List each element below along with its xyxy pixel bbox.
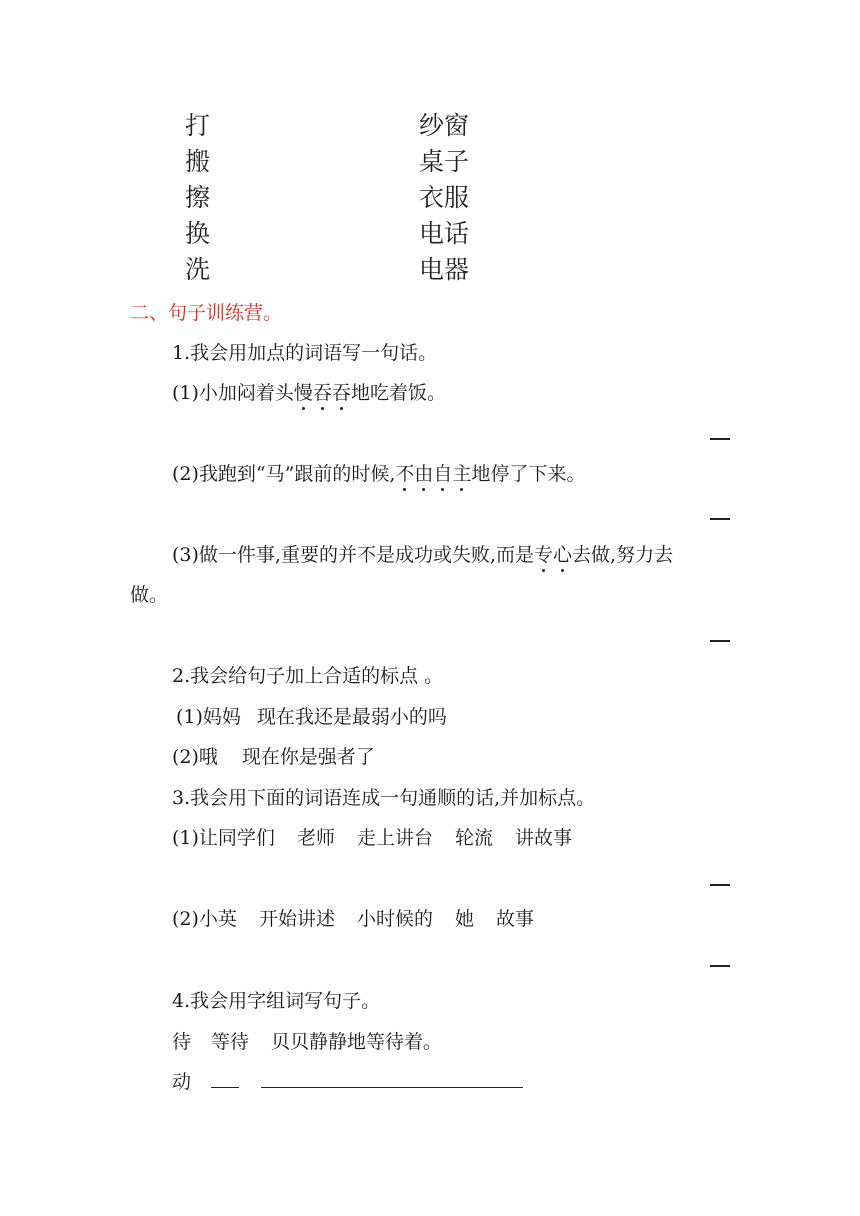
- q2-s1-b: 现在我还是最弱小的吗: [256, 706, 447, 728]
- q1-s1-post: 地吃着饭。: [350, 382, 446, 404]
- q2-title: 2.我会给句子加上合适的标点 。: [172, 665, 444, 687]
- emphasis-char: 心: [553, 540, 572, 567]
- emphasis-char: 主: [452, 459, 471, 486]
- emphasis-char: 由: [414, 459, 433, 486]
- word: 老师: [296, 827, 335, 849]
- q2-sentence-1: [176, 702, 447, 729]
- q1-s3-pre: (3)做一件事,重要的并不是成功或失败,而是: [172, 544, 534, 566]
- q3-sentence-1: [172, 823, 572, 850]
- answer-line[interactable]: [710, 884, 730, 886]
- emphasis-char: 自: [433, 459, 452, 486]
- match-left-1: 搬: [185, 147, 211, 176]
- answer-line[interactable]: [710, 640, 730, 642]
- match-left-4: 洗: [185, 255, 211, 284]
- emphasis-char: 吞: [332, 378, 351, 405]
- word-blank[interactable]: [211, 1067, 239, 1088]
- word: 小英: [198, 908, 237, 930]
- emphasis-char: 慢: [294, 378, 313, 405]
- match-left-2: 擦: [185, 183, 211, 212]
- sentence-blank[interactable]: [261, 1067, 523, 1088]
- q2-s2-a: (2)哦: [172, 746, 218, 768]
- word: 轮流: [454, 827, 493, 849]
- match-left-0: 打: [185, 111, 211, 140]
- emphasis-char: 不: [395, 459, 414, 486]
- word: 小时候的: [356, 908, 433, 930]
- q4-title: 4.我会用字组词写句子。: [172, 990, 381, 1012]
- q2-s2-b: 现在你是强者了: [241, 746, 375, 768]
- q1-title: 1.我会用加点的词语写一句话。: [172, 342, 438, 364]
- match-left-3: 换: [185, 219, 211, 248]
- section-heading: 二、句子训练营。: [130, 302, 283, 324]
- q3-s1-prefix: (1): [172, 827, 199, 849]
- q4-task: [172, 1067, 523, 1094]
- word: 故事: [495, 908, 534, 930]
- match-right-2: 衣服: [419, 183, 470, 212]
- example-sentence: 贝贝静静地等待着。: [271, 1031, 443, 1053]
- example-word: 等待: [211, 1031, 250, 1053]
- q1-s2-post: 地停了下来。: [471, 463, 586, 485]
- q4-example: [172, 1027, 442, 1054]
- word: 走上讲台: [356, 827, 433, 849]
- q1-sentence-1: [172, 378, 446, 405]
- example-char: 待: [172, 1031, 192, 1053]
- q1-sentence-3: [172, 540, 673, 567]
- emphasis-char: 吞: [313, 378, 332, 405]
- answer-line[interactable]: [710, 518, 730, 520]
- q3-sentence-2: [172, 904, 534, 931]
- answer-line[interactable]: [710, 965, 730, 967]
- match-right-3: 电话: [419, 219, 470, 248]
- q1-sentence-2: [172, 459, 585, 486]
- q2-s1-a: (1)妈妈: [176, 706, 241, 728]
- match-right-0: 纱窗: [419, 111, 470, 140]
- word: 让同学们: [198, 827, 275, 849]
- word: 讲故事: [514, 827, 572, 849]
- match-right-4: 电器: [419, 255, 470, 284]
- match-right-1: 桌子: [419, 147, 470, 176]
- q1-s1-pre: (1)小加闷着头: [172, 382, 294, 404]
- task-char: 动: [172, 1071, 192, 1093]
- emphasis-char: 专: [534, 540, 553, 567]
- q3-s2-prefix: (2): [172, 908, 199, 930]
- q1-s3-continuation: 做。: [130, 584, 169, 606]
- q1-s2-pre: (2)我跑到“马”跟前的时候,: [172, 463, 396, 485]
- word: 她: [454, 908, 474, 930]
- q2-sentence-2: [172, 742, 375, 769]
- q3-title: 3.我会用下面的词语连成一句通顺的话,并加标点。: [172, 787, 596, 809]
- word: 开始讲述: [258, 908, 335, 930]
- answer-line[interactable]: [710, 438, 730, 440]
- q1-s3-post: 去做,努力去: [572, 544, 674, 566]
